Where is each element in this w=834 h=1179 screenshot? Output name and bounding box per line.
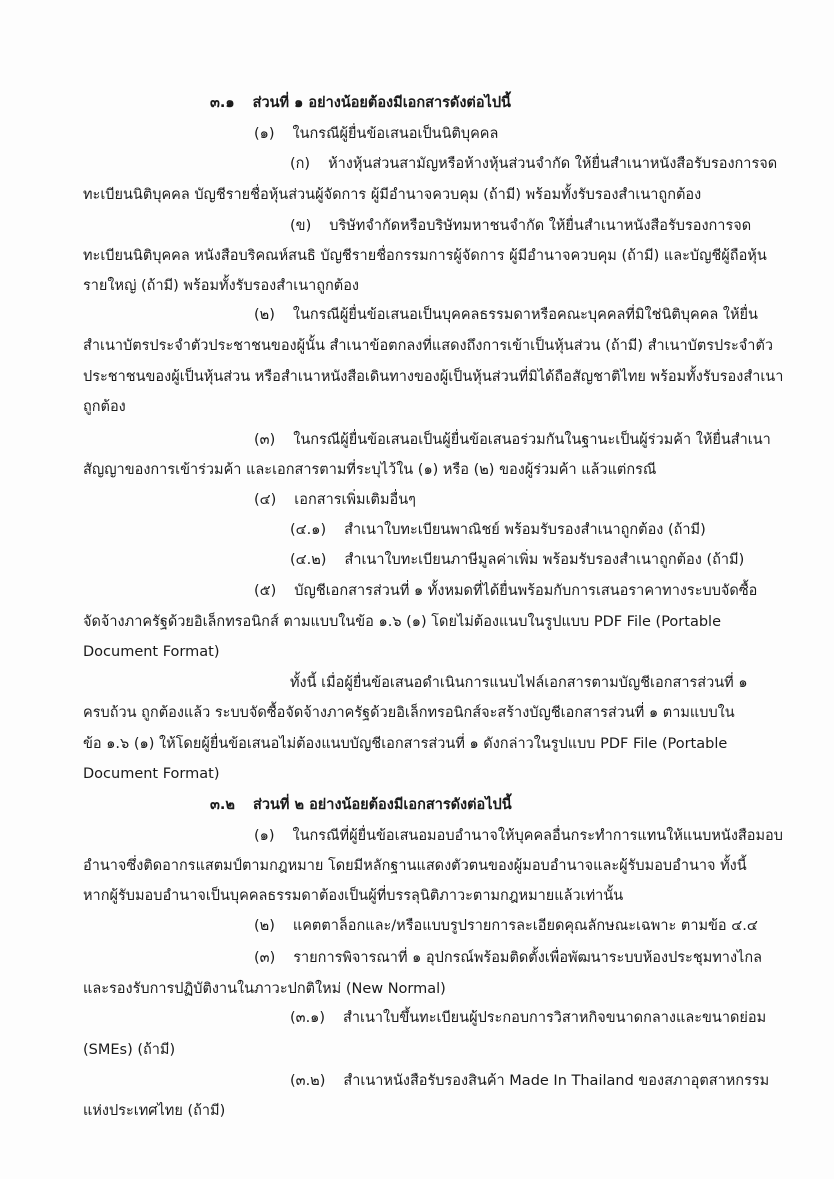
item-number: (๓.๑) (290, 1010, 326, 1026)
item-text: แคตตาล็อกและ/หรือแบบรูปรายการละเอียดคุณลักษณะเฉพาะ ตามข้อ ๔.๔ (292, 918, 758, 934)
item-text: รายการพิจารณาที่ ๑ อุปกรณ์พร้อมติดตั้งเพื่อพัฒนาระบบห้องประชุมทางไกล (293, 950, 762, 966)
item-number: (๔.๑) (290, 522, 327, 538)
s32-item-3-1-line-1 (290, 1008, 766, 1028)
section-title: ส่วนที่ ๒ อย่างน้อยต้องมีเอกสารดังต่อไปนี้ (252, 797, 512, 813)
note-line-4: Document Format) (83, 766, 220, 782)
item-number: (๑) (254, 828, 275, 844)
s32-item-3-1-line-2: (SMEs) (ถ้ามี) (83, 1042, 176, 1058)
item-text: สำเนาใบทะเบียนภาษีมูลค่าเพิ่ม พร้อมรับรองสำเนาถูกต้อง (ถ้ามี) (344, 552, 745, 568)
s32-item-3-2-line-1 (290, 1071, 769, 1091)
section-3-1-heading (210, 93, 511, 113)
item-number: (๓) (254, 432, 276, 448)
item-text: ในกรณีผู้ยื่นข้อเสนอเป็นบุคคลธรรมดาหรือคณะบุคคลที่มิใช่นิติบุคคล ให้ยื่น (292, 307, 758, 323)
item-number: (ข) (290, 218, 312, 234)
section-title: ส่วนที่ ๑ อย่างน้อยต้องมีเอกสารดังต่อไปนี้ (252, 95, 511, 111)
item-2-line-1 (254, 305, 758, 325)
item-1a-line-1 (290, 154, 777, 174)
item-text: บัญชีเอกสารส่วนที่ ๑ ทั้งหมดที่ได้ยื่นพร้อมกับการเสนอราคาทางระบบจัดซื้อ (294, 583, 758, 599)
item-2-line-4: ถูกต้อง (83, 399, 126, 415)
item-1b-line-1 (290, 216, 751, 236)
item-5-line-2: จัดจ้างภาครัฐด้วยอิเล็กทรอนิกส์ ตามแบบในข้อ ๑.๖ (๑) โดยไม่ต้องแนบในรูปแบบ PDF File (Portable (83, 614, 721, 630)
item-2-line-3: ประชาชนของผู้เป็นหุ้นส่วน หรือสำเนาหนังสือเดินทางของผู้เป็นหุ้นส่วนที่มิได้ถือสัญชาติไทย พร้อมทั้งรับรองสำเนา (83, 369, 784, 385)
item-text: เอกสารเพิ่มเติมอื่นๆ (294, 492, 416, 508)
item-number: (ก) (290, 156, 311, 172)
item-number: (๑) (254, 126, 275, 142)
item-number: (๔) (254, 492, 277, 508)
item-3-line-2: สัญญาของการเข้าร่วมค้า และเอกสารตามที่ระบุไว้ใน (๑) หรือ (๒) ของผู้ร่วมค้า แล้วแต่กรณี (83, 462, 657, 478)
s32-item-3-2-line-2: แห่งประเทศไทย (ถ้ามี) (83, 1103, 226, 1119)
item-1b-line-3: รายใหญ่ (ถ้ามี) พร้อมทั้งรับรองสำเนาถูกต้อง (83, 278, 360, 294)
item-number: (๕) (254, 583, 277, 599)
section-3-2-heading (210, 795, 512, 815)
item-number: (๓) (254, 950, 276, 966)
item-1a-line-2: ทะเบียนนิติบุคคล บัญชีรายชื่อหุ้นส่วนผู้จัดการ ผู้มีอำนาจควบคุม (ถ้ามี) พร้อมทั้งรับรองสำเนาถูกต้อง (83, 187, 702, 203)
section-number: ๓.๑ (210, 95, 235, 111)
item-5-line-3: Document Format) (83, 644, 220, 660)
section-number: ๓.๒ (210, 797, 235, 813)
item-1b-line-2: ทะเบียนนิติบุคคล หนังสือบริคณห์สนธิ บัญชีรายชื่อกรรมการผู้จัดการ ผู้มีอำนาจควบคุม (ถ้ามี) และบัญชีผู้ถือหุ้น (83, 248, 767, 264)
item-text: บริษัทจำกัดหรือบริษัทมหาชนจำกัด ให้ยื่นสำเนาหนังสือรับรองการจด (329, 218, 752, 234)
note-line-1: ทั้งนี้ เมื่อผู้ยื่นข้อเสนอดำเนินการแนบไฟล์เอกสารตามบัญชีเอกสารส่วนที่ ๑ (290, 675, 748, 691)
item-1-header (254, 124, 498, 144)
s32-item-1-line-2: อำนาจซึ่งติดอากรแสตมป์ตามกฎหมาย โดยมีหลักฐานแสดงตัวตนของผู้มอบอำนาจและผู้รับมอบอำนาจ ทั้งนี้ (83, 858, 747, 874)
s32-item-1-line-3: หากผู้รับมอบอำนาจเป็นบุคคลธรรมดาต้องเป็นผู้ที่บรรลุนิติภาวะตามกฎหมายแล้วเท่านั้น (83, 888, 624, 904)
note-line-3: ข้อ ๑.๖ (๑) ให้โดยผู้ยื่นข้อเสนอไม่ต้องแนบบัญชีเอกสารส่วนที่ ๑ ดังกล่าวในรูปแบบ PDF File (Portable (83, 736, 728, 752)
item-text: ห้างหุ้นส่วนสามัญหรือห้างหุ้นส่วนจำกัด ให้ยื่นสำเนาหนังสือรับรองการจด (328, 156, 778, 172)
item-text: สำเนาใบขึ้นทะเบียนผู้ประกอบการวิสาหกิจขนาดกลางและขนาดย่อม (343, 1010, 767, 1026)
item-text: ในกรณีที่ผู้ยื่นข้อเสนอมอบอำนาจให้บุคคลอื่นกระทำการแทนให้แนบหนังสือมอบ (292, 828, 783, 844)
note-line-2: ครบถ้วน ถูกต้องแล้ว ระบบจัดซื้อจัดจ้างภาครัฐด้วยอิเล็กทรอนิกส์จะสร้างบัญชีเอกสารส่วนที่ ๑ ตามแบบใน (83, 705, 735, 721)
s32-item-2 (254, 916, 758, 936)
s32-item-1-line-1 (254, 826, 783, 846)
item-text: สำเนาหนังสือรับรองสินค้า Made In Thailand ของสภาอุตสาหกรรม (343, 1073, 770, 1089)
item-number: (๒) (254, 918, 275, 934)
s32-item-3-line-1 (254, 948, 762, 968)
s32-item-3-line-2: และรองรับการปฏิบัติงานในภาวะปกติใหม่ (New Normal) (83, 981, 446, 997)
item-text: ในกรณีผู้ยื่นข้อเสนอเป็นนิติบุคคล (292, 126, 499, 142)
item-text: ในกรณีผู้ยื่นข้อเสนอเป็นผู้ยื่นข้อเสนอร่วมกันในฐานะเป็นผู้ร่วมค้า ให้ยื่นสำเนา (293, 432, 771, 448)
item-text: สำเนาใบทะเบียนพาณิชย์ พร้อมรับรองสำเนาถูกต้อง (ถ้ามี) (344, 522, 706, 538)
item-3-line-1 (254, 430, 771, 450)
item-5-line-1 (254, 581, 757, 601)
item-number: (๔.๒) (290, 552, 327, 568)
item-4-header (254, 490, 416, 510)
item-4-1 (290, 520, 706, 540)
item-number: (๓.๒) (290, 1073, 326, 1089)
item-4-2 (290, 550, 744, 570)
item-2-line-2: สำเนาบัตรประจำตัวประชาชนของผู้นั้น สำเนาข้อตกลงที่แสดงถึงการเข้าเป็นหุ้นส่วน (ถ้ามี) สำเนาบัตรประจำตัว (83, 338, 773, 354)
item-number: (๒) (254, 307, 275, 323)
